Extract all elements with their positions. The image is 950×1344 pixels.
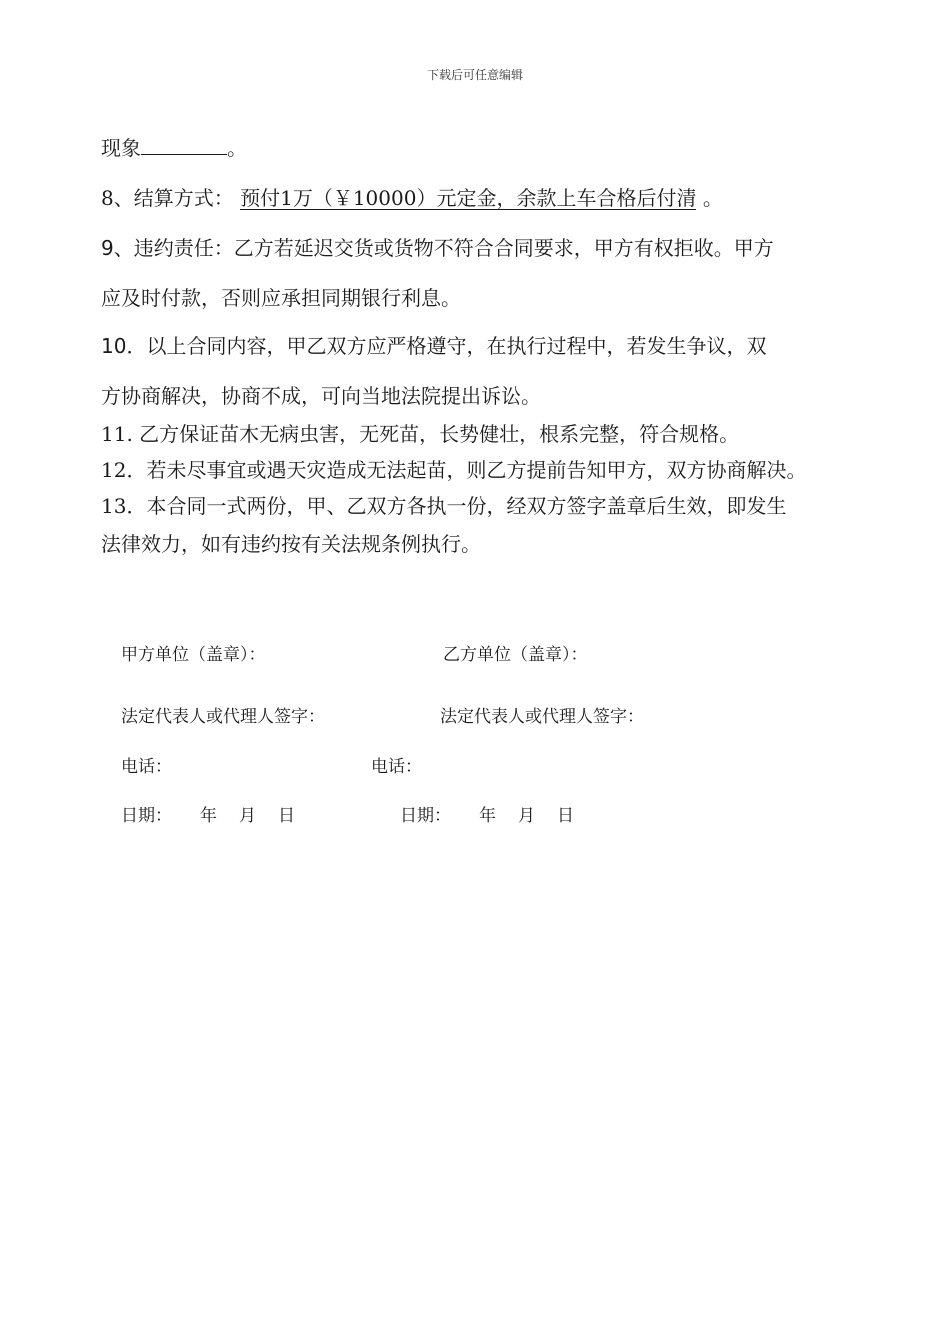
party-a-month: 月: [239, 806, 256, 826]
clause-9-line-2: 应及时付款，否则应承担同期银行利息。: [101, 286, 461, 310]
clause-8-label: 8、结算方式：: [101, 186, 234, 210]
clause-10-number: 10: [101, 334, 127, 358]
page-header: 下载后可任意编辑: [426, 68, 523, 82]
party-a-rep-label: 法定代表人或代理人签字：: [121, 707, 325, 727]
clause-9-line-1: [101, 232, 774, 261]
party-b-unit-label: 乙方单位（盖章）：: [443, 645, 588, 665]
party-b-date-label: 日期：: [400, 806, 451, 826]
party-a-date-label: 日期：: [121, 806, 172, 826]
party-b-month: 月: [518, 806, 535, 826]
party-a-day: 日: [278, 806, 295, 826]
party-b-day: 日: [557, 806, 574, 826]
fill-blank: [141, 136, 227, 155]
clause-13-line-2: 法律效力，如有违约按有关法规条例执行。: [101, 532, 481, 556]
party-a-phone-label: 电话：: [121, 757, 172, 777]
party-b-phone-label: 电话：: [371, 757, 422, 777]
line-phenomenon: [101, 132, 247, 161]
clause-8-end-punct: 。: [702, 186, 723, 210]
clause-8-underlined-terms: 预付1万（￥10000）元定金，余款上车合格后付清: [240, 186, 697, 210]
clause-10-text: ．以上合同内容，甲乙双方应严格遵守，在执行过程中，若发生争议，双: [126, 334, 767, 358]
clause-9-text: 、违约责任：乙方若延迟交货或货物不符合合同要求，甲方有权拒收。甲方: [113, 236, 774, 260]
party-b-date: [400, 801, 574, 826]
party-a-year: 年: [200, 806, 217, 826]
party-a-date: [121, 801, 295, 826]
phenomenon-text: 现象: [101, 136, 141, 160]
clause-10-line-1: [101, 330, 766, 359]
clause-9-number: 9: [101, 236, 114, 260]
clause-10-line-2: 方协商解决，协商不成，可向当地法院提出诉讼。: [101, 384, 541, 408]
party-b-rep-label: 法定代表人或代理人签字：: [440, 707, 644, 727]
party-b-year: 年: [479, 806, 496, 826]
clause-8-settlement: [101, 182, 723, 211]
clause-12: 12．若未尽事宜或遇天灾造成无法起苗，则乙方提前告知甲方，双方协商解决。: [101, 458, 807, 482]
clause-11: 11. 乙方保证苗木无病虫害，无死苗，长势健壮，根系完整，符合规格。: [101, 422, 740, 446]
line-end-punct: 。: [227, 136, 247, 160]
clause-13-line-1: 13．本合同一式两份，甲、乙双方各执一份，经双方签字盖章后生效，即发生: [101, 494, 787, 518]
party-a-unit-label: 甲方单位（盖章）：: [121, 645, 266, 665]
